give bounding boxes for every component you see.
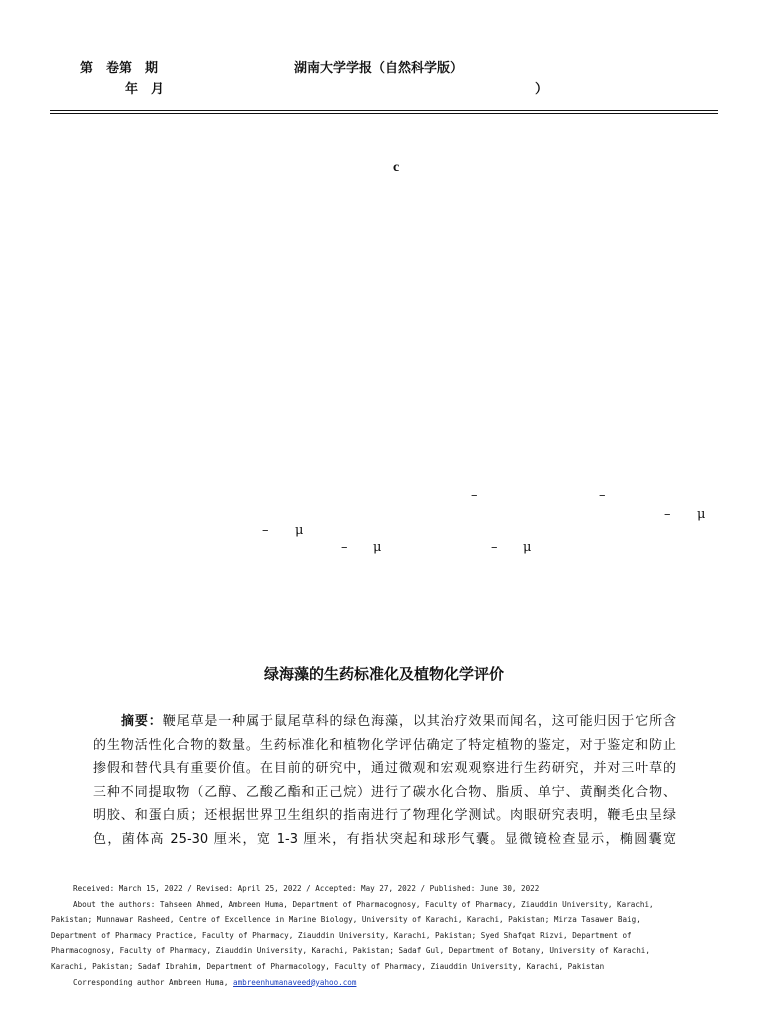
dash-symbol: – [664,507,671,522]
year-month: 年 月 [125,82,165,97]
dash-symbol: – [262,523,269,538]
title-fragment: c [393,160,400,175]
footnotes [51,881,691,990]
chinese-abstract [93,710,676,852]
dash-symbol: – [341,540,348,555]
abstract-line: 色，菌体高 25-30 厘米，宽 1-3 厘米，有指状突起和球形气囊。显微镜检查显示，椭圆囊宽 [93,831,676,847]
abstract-label: 摘要： [121,714,163,729]
authors-footnote-line: Pharmacognosy, Faculty of Pharmacy, Ziauddin University, Karachi, Pakistan; Sadaf Gul, Department of Botany, University of Karachi, [51,946,650,956]
abstract-line: 的生物活性化合物的数量。生药标准化和植物化学评估确定了特定植物的鉴定，对于鉴定和防止 [93,737,676,753]
mu-symbol: μ [523,540,532,555]
dash-symbol: – [491,540,498,555]
abstract-line: 明胶、和蛋白质；还根据世界卫生组织的指南进行了物理化学测试。肉眼研究表明，鞭毛虫呈绿 [93,808,676,824]
authors-footnote-line: Pakistan; Munnawar Rasheed, Centre of Excellence in Marine Biology, University of Karachi, Karachi, Pakistan; Mirza Tasawer Baig, [51,915,641,925]
header-rule-bottom [50,113,718,114]
email-link[interactable]: ambreenhumanaveed@yahoo.com [233,977,357,987]
mu-symbol: μ [373,540,382,555]
corresponding-author: Corresponding author Ambreen Huma, ambreenhumanaveed@yahoo.com [73,977,357,987]
authors-footnote-line: Karachi, Pakistan; Sadaf Ibrahim, Department of Pharmacology, Faculty of Pharmacy, Ziauddin University, Karachi, Pakistan [51,961,605,971]
abstract-line: 摘要：鞭尾草是一种属于鼠尾草科的绿色海藻，以其治疗效果而闻名，这可能归因于它所含 [121,714,676,729]
volume-issue: 第 卷第 期 [80,61,159,76]
header-close-paren: ） [535,82,549,97]
authors-footnote-line: About the authors: Tahseen Ahmed, Ambreen Huma, Department of Pharmacognosy, Faculty of Pharmacy, Ziauddin University, Karachi, [73,899,654,909]
abstract-line: 三种不同提取物（乙醇、乙酸乙酯和正己烷）进行了碳水化合物、脂质、单宁、黄酮类化合物、 [93,784,676,800]
header-rule-top [50,110,718,111]
authors-footnote-line: Department of Pharmacy Practice, Faculty of Pharmacy, Ziauddin University, Karachi, Pakistan; Syed Shafqat Rizvi, Department of [51,930,632,940]
mu-symbol: μ [697,507,706,522]
mu-symbol: μ [295,523,304,538]
dash-symbol: – [471,488,478,503]
chinese-title: 绿海藻的生药标准化及植物化学评价 [263,665,504,683]
abstract-line: 掺假和替代具有重要价值。在目前的研究中，通过微观和宏观观察进行生药研究，并对三叶草的 [93,761,676,777]
dates-footnote: Received: March 15, 2022 / Revised: April 25, 2022 / Accepted: May 27, 2022 / Published: June 30, 2022 [73,884,540,893]
journal-name: 湖南大学学报（自然科学版） [294,61,464,76]
dash-symbol: – [599,488,606,503]
